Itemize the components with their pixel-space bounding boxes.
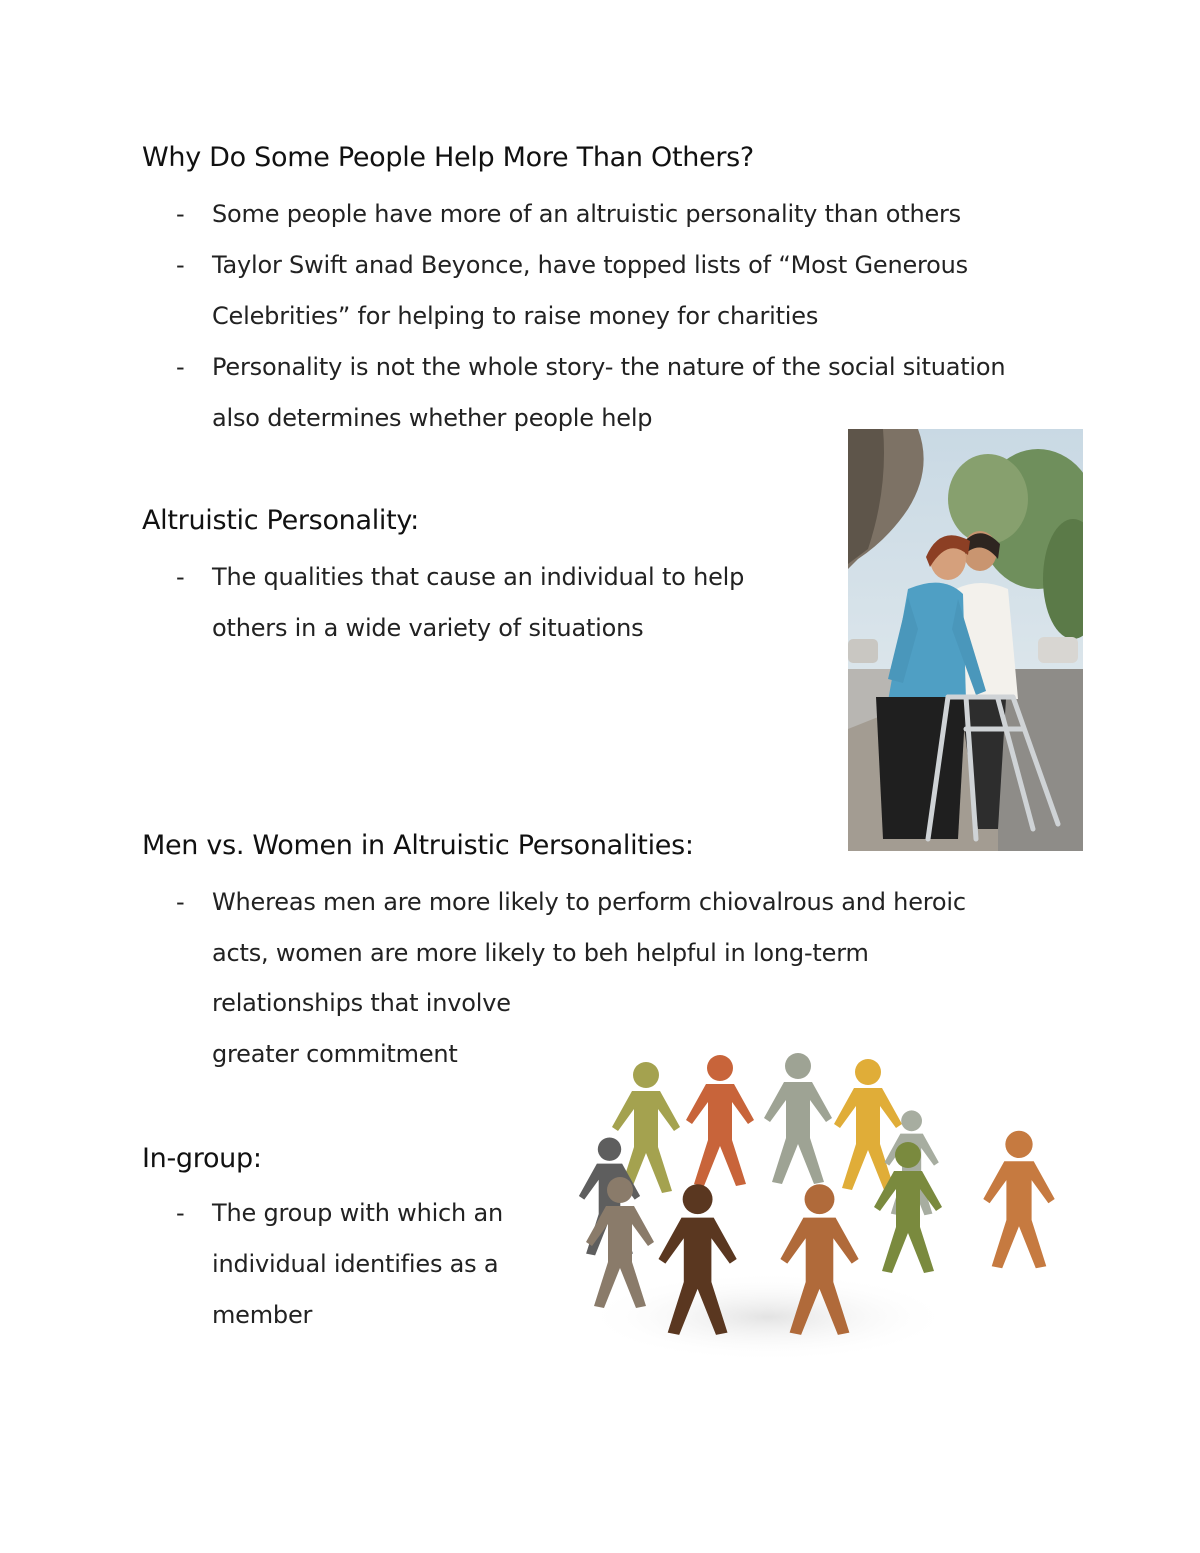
bullet-line: Whereas men are more likely to perform chiovalrous and heroic (212, 888, 966, 916)
bullet-line: member (212, 1301, 313, 1329)
heading-why-help: Why Do Some People Help More Than Others? (142, 142, 754, 173)
bullet-line: individual identifies as a (212, 1250, 499, 1278)
bullet-line: Some people have more of an altruistic personality than others (212, 200, 961, 228)
bullet-dash: - (176, 200, 185, 228)
bullet-dash: - (176, 251, 185, 279)
bullet-dash: - (176, 888, 185, 916)
paper-people-circle-illustration (578, 1052, 1108, 1368)
bullet-line: relationships that involve (212, 989, 511, 1017)
heading-men-vs-women: Men vs. Women in Altruistic Personalities: (142, 830, 694, 861)
bullet-line: greater commitment (212, 1040, 458, 1068)
bullet-line: also determines whether people help (212, 404, 653, 432)
bullet-dash: - (176, 563, 185, 591)
bullet-line: Celebrities” for helping to raise money for charities (212, 302, 819, 330)
heading-in-group: In-group: (142, 1143, 262, 1174)
bullet-line: Taylor Swift anad Beyonce, have topped lists of “Most Generous (212, 251, 968, 279)
bullet-line: Personality is not the whole story- the nature of the social situation (212, 353, 1006, 381)
bullet-line: The group with which an (212, 1199, 504, 1227)
bullet-line: The qualities that cause an individual to help (212, 563, 745, 591)
bullet-dash: - (176, 353, 185, 381)
bullet-line: others in a wide variety of situations (212, 614, 644, 642)
bullet-line: acts, women are more likely to beh helpful in long-term (212, 939, 869, 967)
bullet-dash: - (176, 1199, 185, 1227)
caregiver-photo (848, 429, 1083, 851)
heading-altruistic-personality: Altruistic Personality: (142, 505, 419, 536)
